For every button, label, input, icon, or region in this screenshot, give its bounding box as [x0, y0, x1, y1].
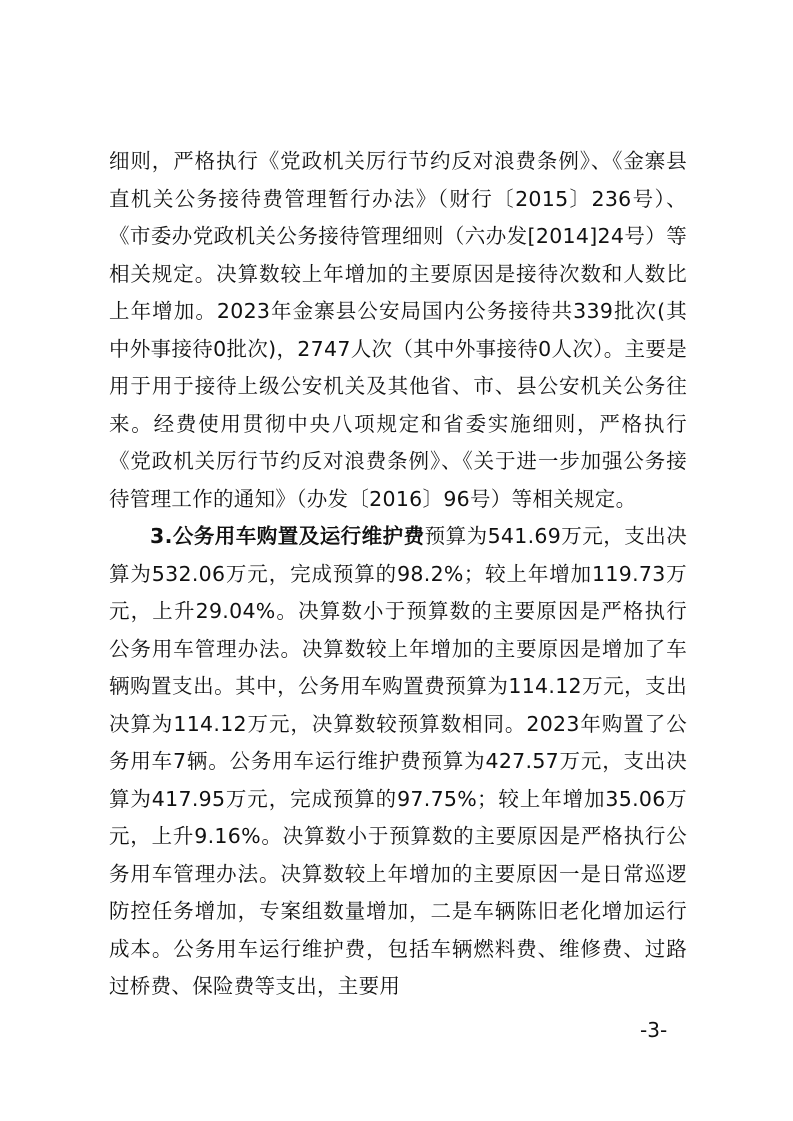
section-heading-vehicle: 3.公务用车购置及运行维护费	[150, 524, 425, 548]
paragraph-vehicle	[109, 518, 687, 1006]
paragraph-vehicle-body: 预算为541.69万元，支出决算为532.06万元，完成预算的98.2%；较上年增加119.73万元，上升29.04%。决算数小于预算数的主要原因是严格执行公务用车管理办法。决算数较上年增加的主要原因是增加了车辆购置支出。其中，公务用车购置费预算为114.12万元，支出决算为114.12万元，决算数较预算数相同。2023年购置了公务用车7辆。公务用车运行维护费预算为427.57万元，支出决算为417.95万元，完成预算的97.75%；较上年增加35.06万元，上升9.16%。决算数小于预算数的主要原因是严格执行公务用车管理办法。决算数较上年增加的主要原因一是日常巡逻防控任务增加，专案组数量增加，二是车辆陈旧老化增加运行成本。公务用车运行维护费，包括车辆燃料费、维修费、过路过桥费、保险费等支出，主要用	[109, 524, 687, 998]
page-number: -3-	[640, 1018, 668, 1042]
paragraph-reception: 细则，严格执行《党政机关厉行节约反对浪费条例》、《金寨县直机关公务接待费管理暂行办法》（财行〔2015〕236号）、《市委办党政机关公务接待管理细则（六办发[2014]24号）等相关规定。决算数较上年增加的主要原因是接待次数和人数比上年增加。2023年金寨县公安局国内公务接待共339批次(其中外事接待0批次)，2747人次（其中外事接待0人次）。主要是用于用于接待上级公安机关及其他省、市、县公安机关公务往来。经费使用贯彻中央八项规定和省委实施细则，严格执行《党政机关厉行节约反对浪费条例》、《关于进一步加强公务接待管理工作的通知》（办发〔2016〕96号）等相关规定。	[109, 149, 687, 511]
document-body	[109, 143, 687, 1006]
